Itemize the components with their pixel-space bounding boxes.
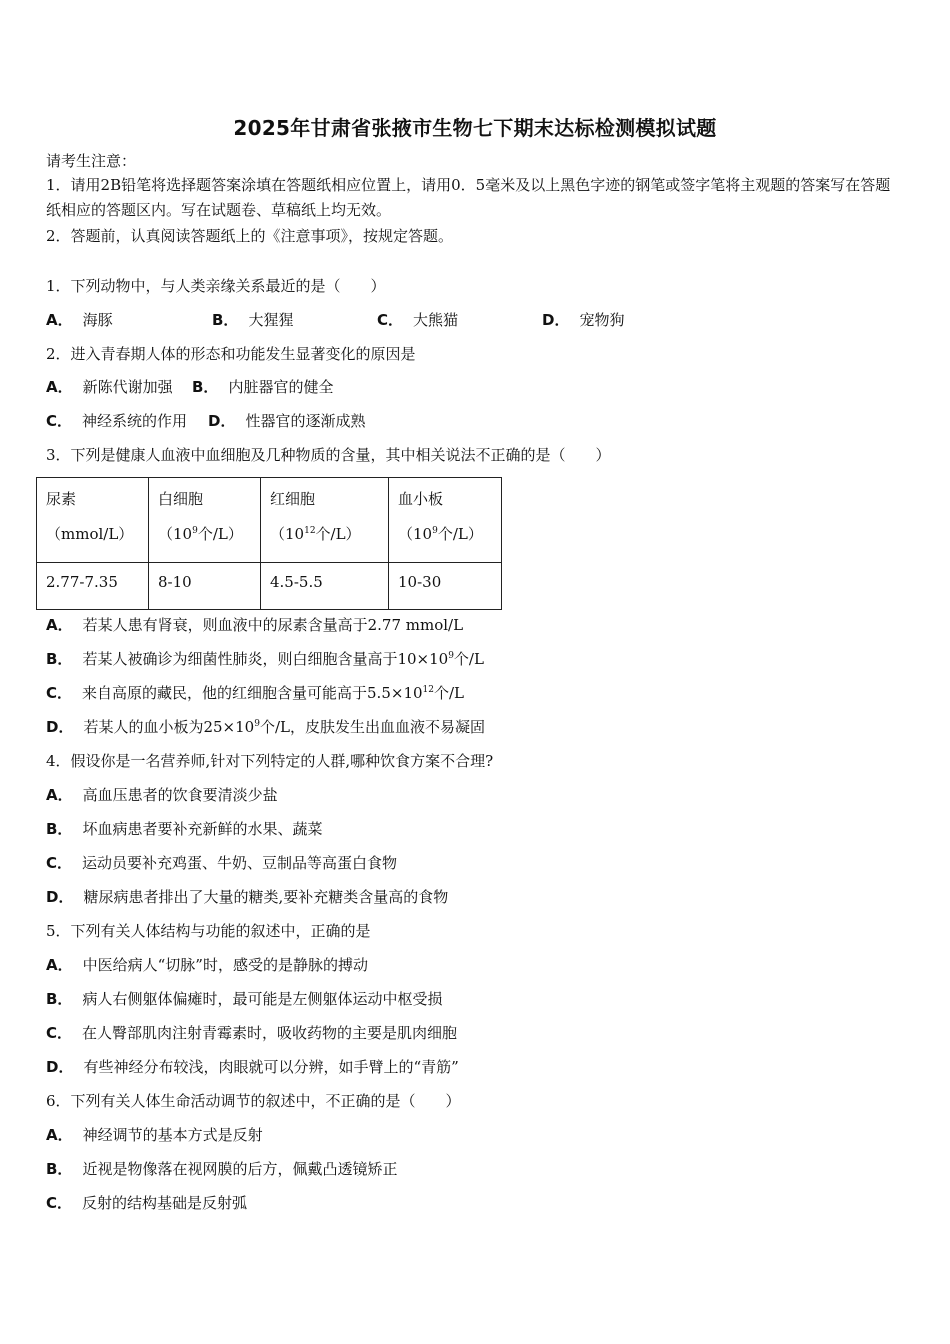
option-letter: D． [46,888,74,906]
option-letter: B． [46,820,73,838]
option-letter: C． [46,1194,73,1212]
q1-option-b [212,310,377,330]
q6-option-c [46,1193,247,1213]
option-text: 神经系统的作用 [82,412,188,430]
q4-stem: 4．假设你是一名营养师,针对下列特定的人群,哪种饮食方案不合理? [46,752,494,770]
option-text: 近视是物像落在视网膜的后方，佩戴凸透镜矫正 [82,1160,398,1178]
option-letter: A． [46,616,73,634]
table-cell: 8-10 [149,563,261,610]
q2-options-row-1 [46,377,333,397]
option-text: 病人右侧躯体偏瘫时，最可能是左侧躯体运动中枢受损 [82,990,443,1008]
option-letter: A． [46,786,73,804]
option-text: 大猩猩 [248,311,294,329]
q5-option-d [46,1057,459,1077]
table-cell: 10-30 [389,563,502,610]
option-letter: A． [46,1126,73,1144]
option-letter: D． [46,1058,74,1076]
notice-item-1: 1．请用2B铅笔将选择题答案涂填在答题纸相应位置上，请用0．5毫米及以上黑色字迹的钢笔或签字笔将主观题的答案写在答题纸相应的答题区内。写在试题卷、草稿纸上均无效。 [46,176,891,219]
option-text: 坏血病患者要补充新鲜的水果、蔬菜 [82,820,323,838]
table-header-cell [149,478,261,563]
option-letter: B． [212,311,239,329]
table-header-cell [261,478,389,563]
option-text: 若某人患有肾衰，则血液中的尿素含量高于2.77 mmol/L [82,616,464,634]
option-text: 宠物狗 [579,311,625,329]
option-text: 中医给病人“切脉”时，感受的是静脉的搏动 [82,956,368,974]
option-letter: C． [377,311,404,329]
option-text: 内脏器官的健全 [228,378,334,396]
option-letter: C． [46,412,73,430]
option-letter: B． [46,990,73,1008]
header-unit: （$10^{12}$个/L） [270,525,361,543]
q3-option-a [46,615,463,635]
option-letter: A． [46,311,73,329]
option-text: 海豚 [82,311,113,329]
blood-data-table [36,477,502,610]
option-text: 反射的结构基础是反射弧 [82,1194,248,1212]
option-text: 大熊猫 [413,311,459,329]
table-header-row [37,478,502,563]
option-text: 高血压患者的饮食要清淡少盐 [82,786,278,804]
option-letter: C． [46,1024,73,1042]
header-name: 白细胞 [158,490,204,508]
page-title: 2025年甘肃省张掖市生物七下期末达标检测模拟试题 [233,116,717,140]
table-header-cell [37,478,149,563]
q4-option-b [46,819,322,839]
option-letter: B． [192,378,219,396]
q1-options [46,310,624,330]
table-cell: 4.5-5.5 [261,563,389,610]
q2-option-b [192,377,333,397]
q5-stem: 5．下列有关人体结构与功能的叙述中，正确的是 [46,922,371,940]
option-text: 神经调节的基本方式是反射 [82,1126,263,1144]
option-letter: A． [46,956,73,974]
q1-option-d [542,310,624,330]
q5-option-c [46,1023,457,1043]
notice-heading: 请考生注意： [46,152,137,170]
q6-option-b [46,1159,397,1179]
header-name: 红细胞 [270,490,316,508]
q4-option-d [46,887,448,907]
notice-item-2: 2．答题前，认真阅读答题纸上的《注意事项》，按规定答题。 [46,227,454,245]
header-unit: （$10^9$个/L） [158,525,243,543]
header-name: 尿素 [46,490,77,508]
q3-stem: 3．下列是健康人血液中血细胞及几种物质的含量，其中相关说法不正确的是（ ） [46,446,611,464]
q4-option-c [46,853,397,873]
table-row [37,563,502,610]
option-letter: D． [46,718,74,736]
q2-options-row-2 [46,411,365,431]
option-letter: D． [208,412,236,430]
q2-option-a [46,377,192,397]
option-letter: D． [542,311,570,329]
q2-option-c [46,411,208,431]
q1-option-c [377,310,542,330]
option-letter: A． [46,378,73,396]
q6-option-a [46,1125,263,1145]
option-letter: B． [46,1160,73,1178]
q5-option-b [46,989,442,1009]
q2-option-d [208,411,365,431]
header-unit: （$10^9$个/L） [398,525,483,543]
option-text: 有些神经分布较浅，肉眼就可以分辨，如手臂上的“青筋” [83,1058,459,1076]
table-header-cell [389,478,502,563]
q5-option-a [46,955,368,975]
option-text: 糖尿病患者排出了大量的糖类,要补充糖类含量高的食物 [83,888,449,906]
option-letter: C． [46,684,73,702]
q1-option-a [46,310,212,330]
option-letter: B． [46,650,73,668]
option-text: 运动员要补充鸡蛋、牛奶、豆制品等高蛋白食物 [82,854,398,872]
option-letter: C． [46,854,73,872]
q3-option-c: C． 来自高原的藏民，他的红细胞含量可能高于$5.5\times 10^{12}$个/L [46,684,464,702]
header-unit: （mmol/L） [46,525,134,543]
q6-stem: 6．下列有关人体生命活动调节的叙述中，不正确的是（ ） [46,1092,461,1110]
q4-option-a [46,785,278,805]
q3-option-b: B． 若某人被确诊为细菌性肺炎，则白细胞含量高于$10\times 10^9$个/L [46,650,484,668]
option-text: 新陈代谢加强 [82,378,173,396]
option-text: 性器官的逐渐成熟 [245,412,366,430]
table-cell: 2.77-7.35 [37,563,149,610]
option-text: 在人臀部肌肉注射青霉素时，吸收药物的主要是肌肉细胞 [82,1024,458,1042]
header-name: 血小板 [398,490,444,508]
q3-option-d: D． 若某人的血小板为$25\times 10^9$个/L，皮肤发生出血血液不易凝固 [46,718,485,736]
q2-stem: 2．进入青春期人体的形态和功能发生显著变化的原因是 [46,345,416,363]
q1-stem: 1．下列动物中，与人类亲缘关系最近的是（ ） [46,277,386,295]
